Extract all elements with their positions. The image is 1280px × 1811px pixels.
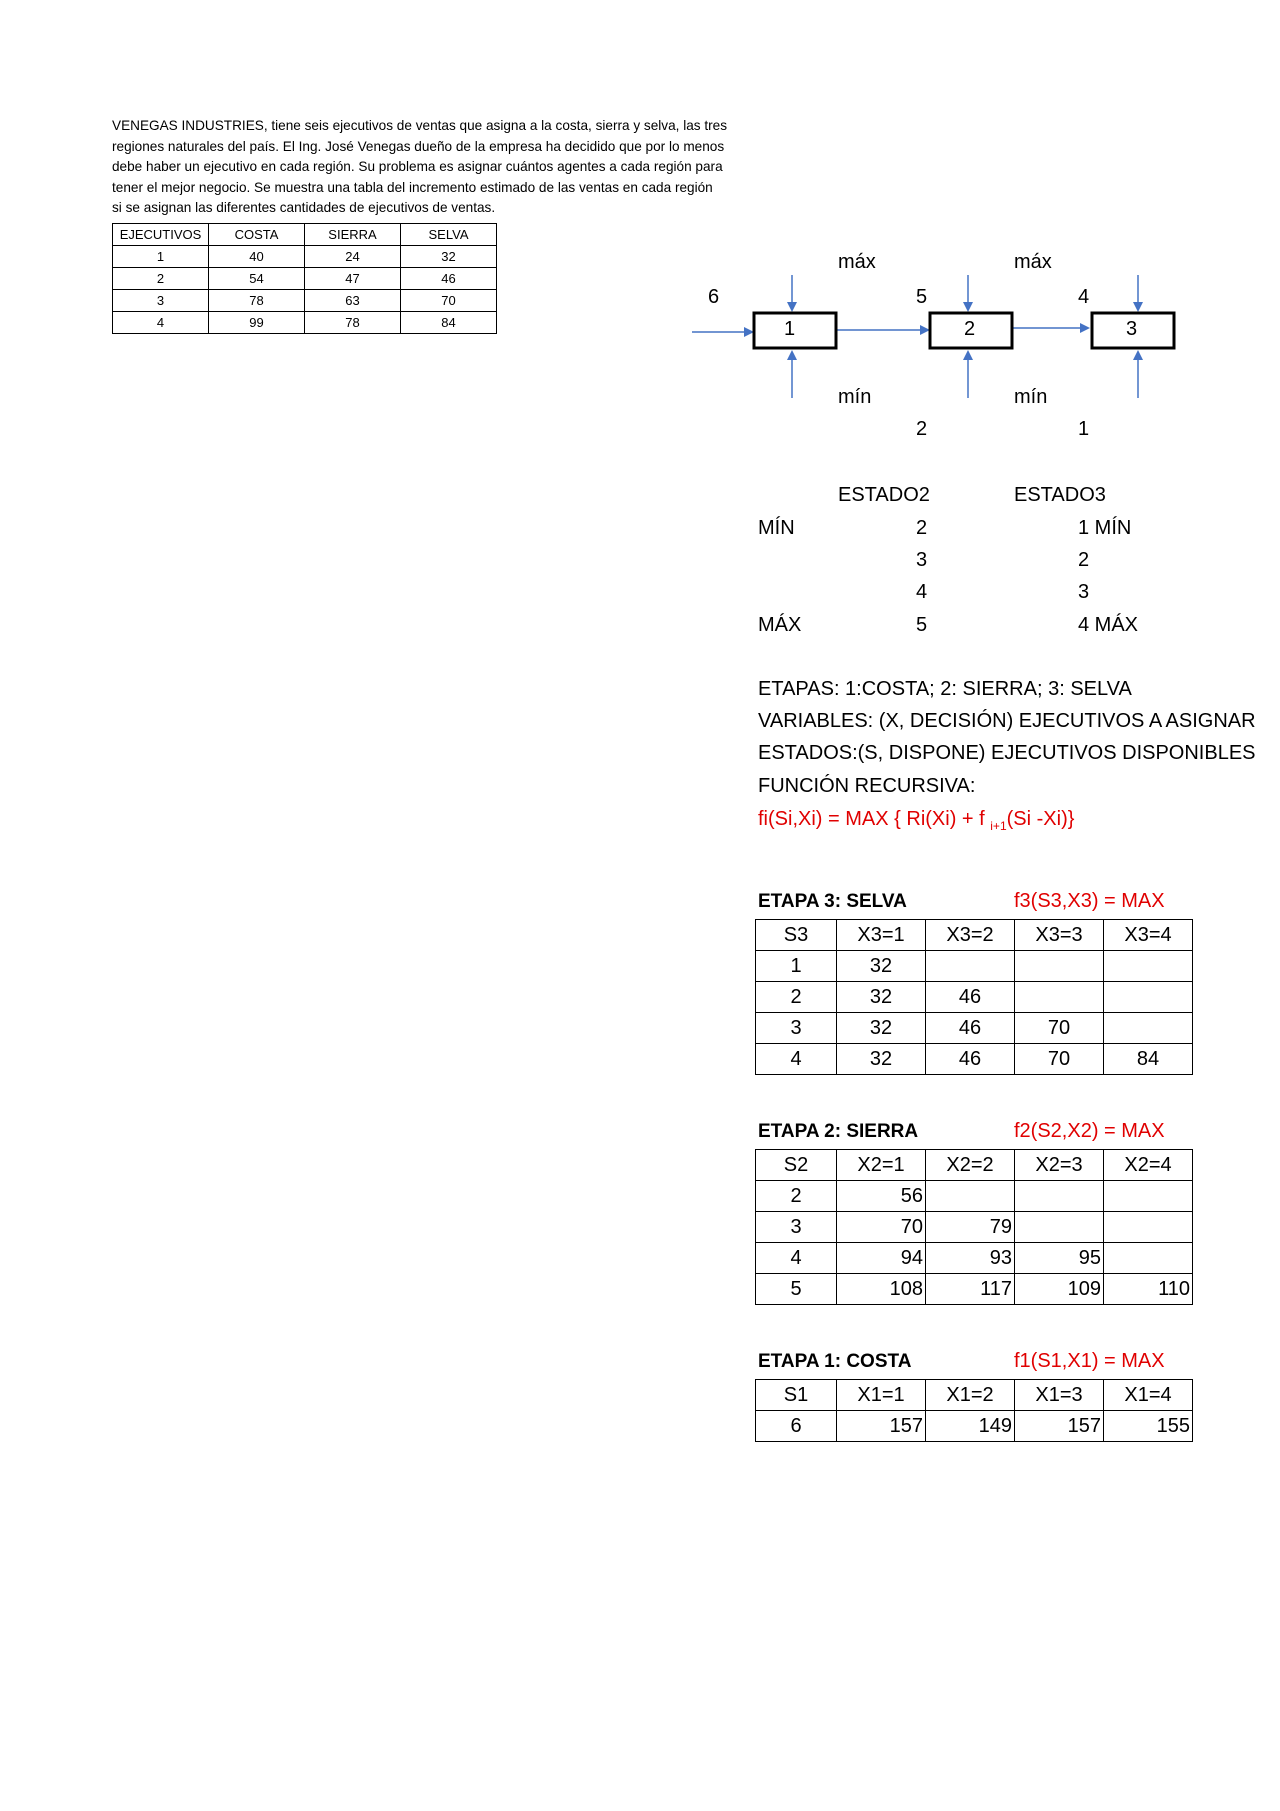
table-cell: 5 — [756, 1274, 837, 1305]
formula-end: (Si -Xi)} — [1006, 808, 1075, 830]
estado2-value: 2 — [916, 517, 928, 539]
table-cell: 78 — [305, 312, 401, 334]
stage1-title: ETAPA 1: COSTA — [758, 1351, 912, 1372]
table-cell: 46 — [926, 1013, 1015, 1044]
estado2-value: 3 — [916, 549, 928, 571]
stage1-table — [755, 1379, 1193, 1442]
table-cell: 84 — [1104, 1044, 1193, 1075]
table-cell: 93 — [926, 1243, 1015, 1274]
table-cell: 99 — [209, 312, 305, 334]
table-cell: 46 — [926, 1044, 1015, 1075]
table-header-row — [756, 1380, 1193, 1411]
stage1-formula: f1(S1,X1) = MAX — [1014, 1350, 1165, 1372]
table-cell: 70 — [1015, 1044, 1104, 1075]
table-cell: 4 — [756, 1044, 837, 1075]
table-row — [756, 1013, 1193, 1044]
table-cell: 157 — [1015, 1411, 1104, 1442]
table-cell: 157 — [837, 1411, 926, 1442]
table-cell: 63 — [305, 290, 401, 312]
table-cell — [1104, 1181, 1193, 1212]
table-cell: 32 — [401, 246, 497, 268]
etapas-definition: ETAPAS: 1:COSTA; 2: SIERRA; 3: SELVA — [758, 678, 1132, 700]
header-cell: S3 — [756, 920, 837, 951]
header-cell: SELVA — [401, 224, 497, 246]
estado3-value: 3 — [1078, 581, 1090, 603]
table-cell: 3 — [756, 1013, 837, 1044]
header-cell: X2=1 — [837, 1150, 926, 1181]
header-cell: X1=3 — [1015, 1380, 1104, 1411]
table-cell — [1104, 1212, 1193, 1243]
table-cell: 94 — [837, 1243, 926, 1274]
table-cell — [1104, 982, 1193, 1013]
state-value: 5 — [916, 286, 928, 308]
estado2-header: ESTADO2 — [838, 484, 930, 506]
table-cell: 108 — [837, 1274, 926, 1305]
table-cell — [1015, 982, 1104, 1013]
stage2-title: ETAPA 2: SIERRA — [758, 1121, 919, 1142]
table-cell: 32 — [837, 1044, 926, 1075]
variables-definition: VARIABLES: (X, DECISIÓN) EJECUTIVOS A ASIGNAR — [758, 710, 1256, 732]
table-cell: 2 — [756, 982, 837, 1013]
table-cell: 46 — [401, 268, 497, 290]
stage-diagram — [0, 0, 1280, 460]
state-value: 2 — [916, 418, 928, 440]
table-cell: 46 — [926, 982, 1015, 1013]
header-cell: X2=3 — [1015, 1150, 1104, 1181]
intro-line: regiones naturales del país. El Ing. José Venegas dueño de la empresa ha decidido que por lo menos — [112, 138, 725, 154]
header-cell: X3=3 — [1015, 920, 1104, 951]
intro-line: debe haber un ejecutivo en cada región. Su problema es asignar cuántos agentes a cada región para — [112, 159, 723, 174]
table-row — [756, 1212, 1193, 1243]
table-cell: 2 — [113, 268, 209, 290]
estado2-value: 4 — [916, 581, 928, 603]
header-cell: X3=1 — [837, 920, 926, 951]
header-cell: SIERRA — [305, 224, 401, 246]
table-header-row — [756, 920, 1193, 951]
table-cell — [1104, 951, 1193, 982]
table-row — [756, 1243, 1193, 1274]
stage3-formula: f3(S3,X3) = MAX — [1014, 890, 1165, 912]
node-label: 2 — [964, 318, 976, 340]
table-cell — [1015, 951, 1104, 982]
table-row — [756, 982, 1193, 1013]
table-row — [756, 951, 1193, 982]
table-cell — [926, 951, 1015, 982]
header-cell: X2=4 — [1104, 1150, 1193, 1181]
estado3-value: 4 MÁX — [1078, 614, 1139, 636]
state-value: 1 — [1078, 418, 1090, 440]
table-cell: 78 — [209, 290, 305, 312]
max-label: máx — [838, 251, 876, 273]
table-cell — [926, 1181, 1015, 1212]
table-cell: 4 — [113, 312, 209, 334]
table-cell: 95 — [1015, 1243, 1104, 1274]
table-cell: 70 — [401, 290, 497, 312]
table-cell: 3 — [113, 290, 209, 312]
header-cell: S1 — [756, 1380, 837, 1411]
table-cell: 2 — [756, 1181, 837, 1212]
table-cell: 32 — [837, 1013, 926, 1044]
table-row — [756, 1411, 1193, 1442]
table-cell: 47 — [305, 268, 401, 290]
table-cell — [1015, 1181, 1104, 1212]
table-cell: 32 — [837, 982, 926, 1013]
table-cell — [1015, 1212, 1104, 1243]
formula-subscript: i+1 — [990, 819, 1007, 833]
state-value: 6 — [708, 286, 720, 308]
table-row — [756, 1181, 1193, 1212]
table-cell — [1104, 1013, 1193, 1044]
table-cell: 32 — [837, 951, 926, 982]
table-cell — [1104, 1243, 1193, 1274]
min-label: mín — [1014, 386, 1048, 408]
table-row — [756, 1274, 1193, 1305]
table-cell: 56 — [837, 1181, 926, 1212]
table-cell: 149 — [926, 1411, 1015, 1442]
header-cell: X1=1 — [837, 1380, 926, 1411]
table-row — [756, 1044, 1193, 1075]
header-cell: X1=4 — [1104, 1380, 1193, 1411]
max-label: máx — [1014, 251, 1052, 273]
table-header-row — [756, 1150, 1193, 1181]
formula-main: fi(Si,Xi) = MAX { Ri(Xi) + f — [758, 808, 991, 830]
table-cell: 3 — [756, 1212, 837, 1243]
intro-line: tener el mejor negocio. Se muestra una tabla del incremento estimado de las ventas en cada región — [112, 179, 713, 195]
table-cell: 40 — [209, 246, 305, 268]
table-cell: 70 — [1015, 1013, 1104, 1044]
min-row-label: MÍN — [758, 517, 795, 539]
stage2-table — [755, 1149, 1193, 1305]
header-cell: COSTA — [209, 224, 305, 246]
header-cell: S2 — [756, 1150, 837, 1181]
table-cell: 110 — [1104, 1274, 1193, 1305]
recursive-formula — [758, 808, 1174, 833]
estado2-value: 5 — [916, 614, 928, 636]
stage3-table — [755, 919, 1193, 1075]
table-cell: 70 — [837, 1212, 926, 1243]
estados-definition: ESTADOS:(S, DISPONE) EJECUTIVOS DISPONIBLES — [758, 742, 1256, 764]
state-value: 4 — [1078, 286, 1090, 308]
table-cell: 79 — [926, 1212, 1015, 1243]
table-cell: 109 — [1015, 1274, 1104, 1305]
table-cell: 4 — [756, 1243, 837, 1274]
header-cell: EJECUTIVOS — [113, 224, 209, 246]
table-cell: 117 — [926, 1274, 1015, 1305]
table-cell: 6 — [756, 1411, 837, 1442]
table-cell: 84 — [401, 312, 497, 334]
estado3-header: ESTADO3 — [1014, 484, 1106, 506]
table-cell: 1 — [756, 951, 837, 982]
min-label: mín — [838, 386, 872, 408]
table-cell: 155 — [1104, 1411, 1193, 1442]
max-row-label: MÁX — [758, 614, 802, 636]
table-cell: 24 — [305, 246, 401, 268]
funcion-label: FUNCIÓN RECURSIVA: — [758, 775, 976, 797]
node-label: 3 — [1126, 318, 1138, 340]
table-cell: 1 — [113, 246, 209, 268]
header-cell: X1=2 — [926, 1380, 1015, 1411]
header-cell: X2=2 — [926, 1150, 1015, 1181]
node-label: 1 — [784, 318, 796, 340]
header-cell: X3=4 — [1104, 920, 1193, 951]
stage3-title: ETAPA 3: SELVA — [758, 891, 907, 912]
intro-line: VENEGAS INDUSTRIES, tiene seis ejecutivos de ventas que asigna a la costa, sierra y selva, las tres — [112, 118, 728, 133]
estado3-value: 2 — [1078, 549, 1090, 571]
intro-line: si se asignan las diferentes cantidades de ejecutivos de ventas. — [112, 200, 496, 215]
stage2-formula: f2(S2,X2) = MAX — [1014, 1120, 1165, 1142]
estado3-value: 1 MÍN — [1078, 517, 1132, 539]
header-cell: X3=2 — [926, 920, 1015, 951]
table-cell: 54 — [209, 268, 305, 290]
